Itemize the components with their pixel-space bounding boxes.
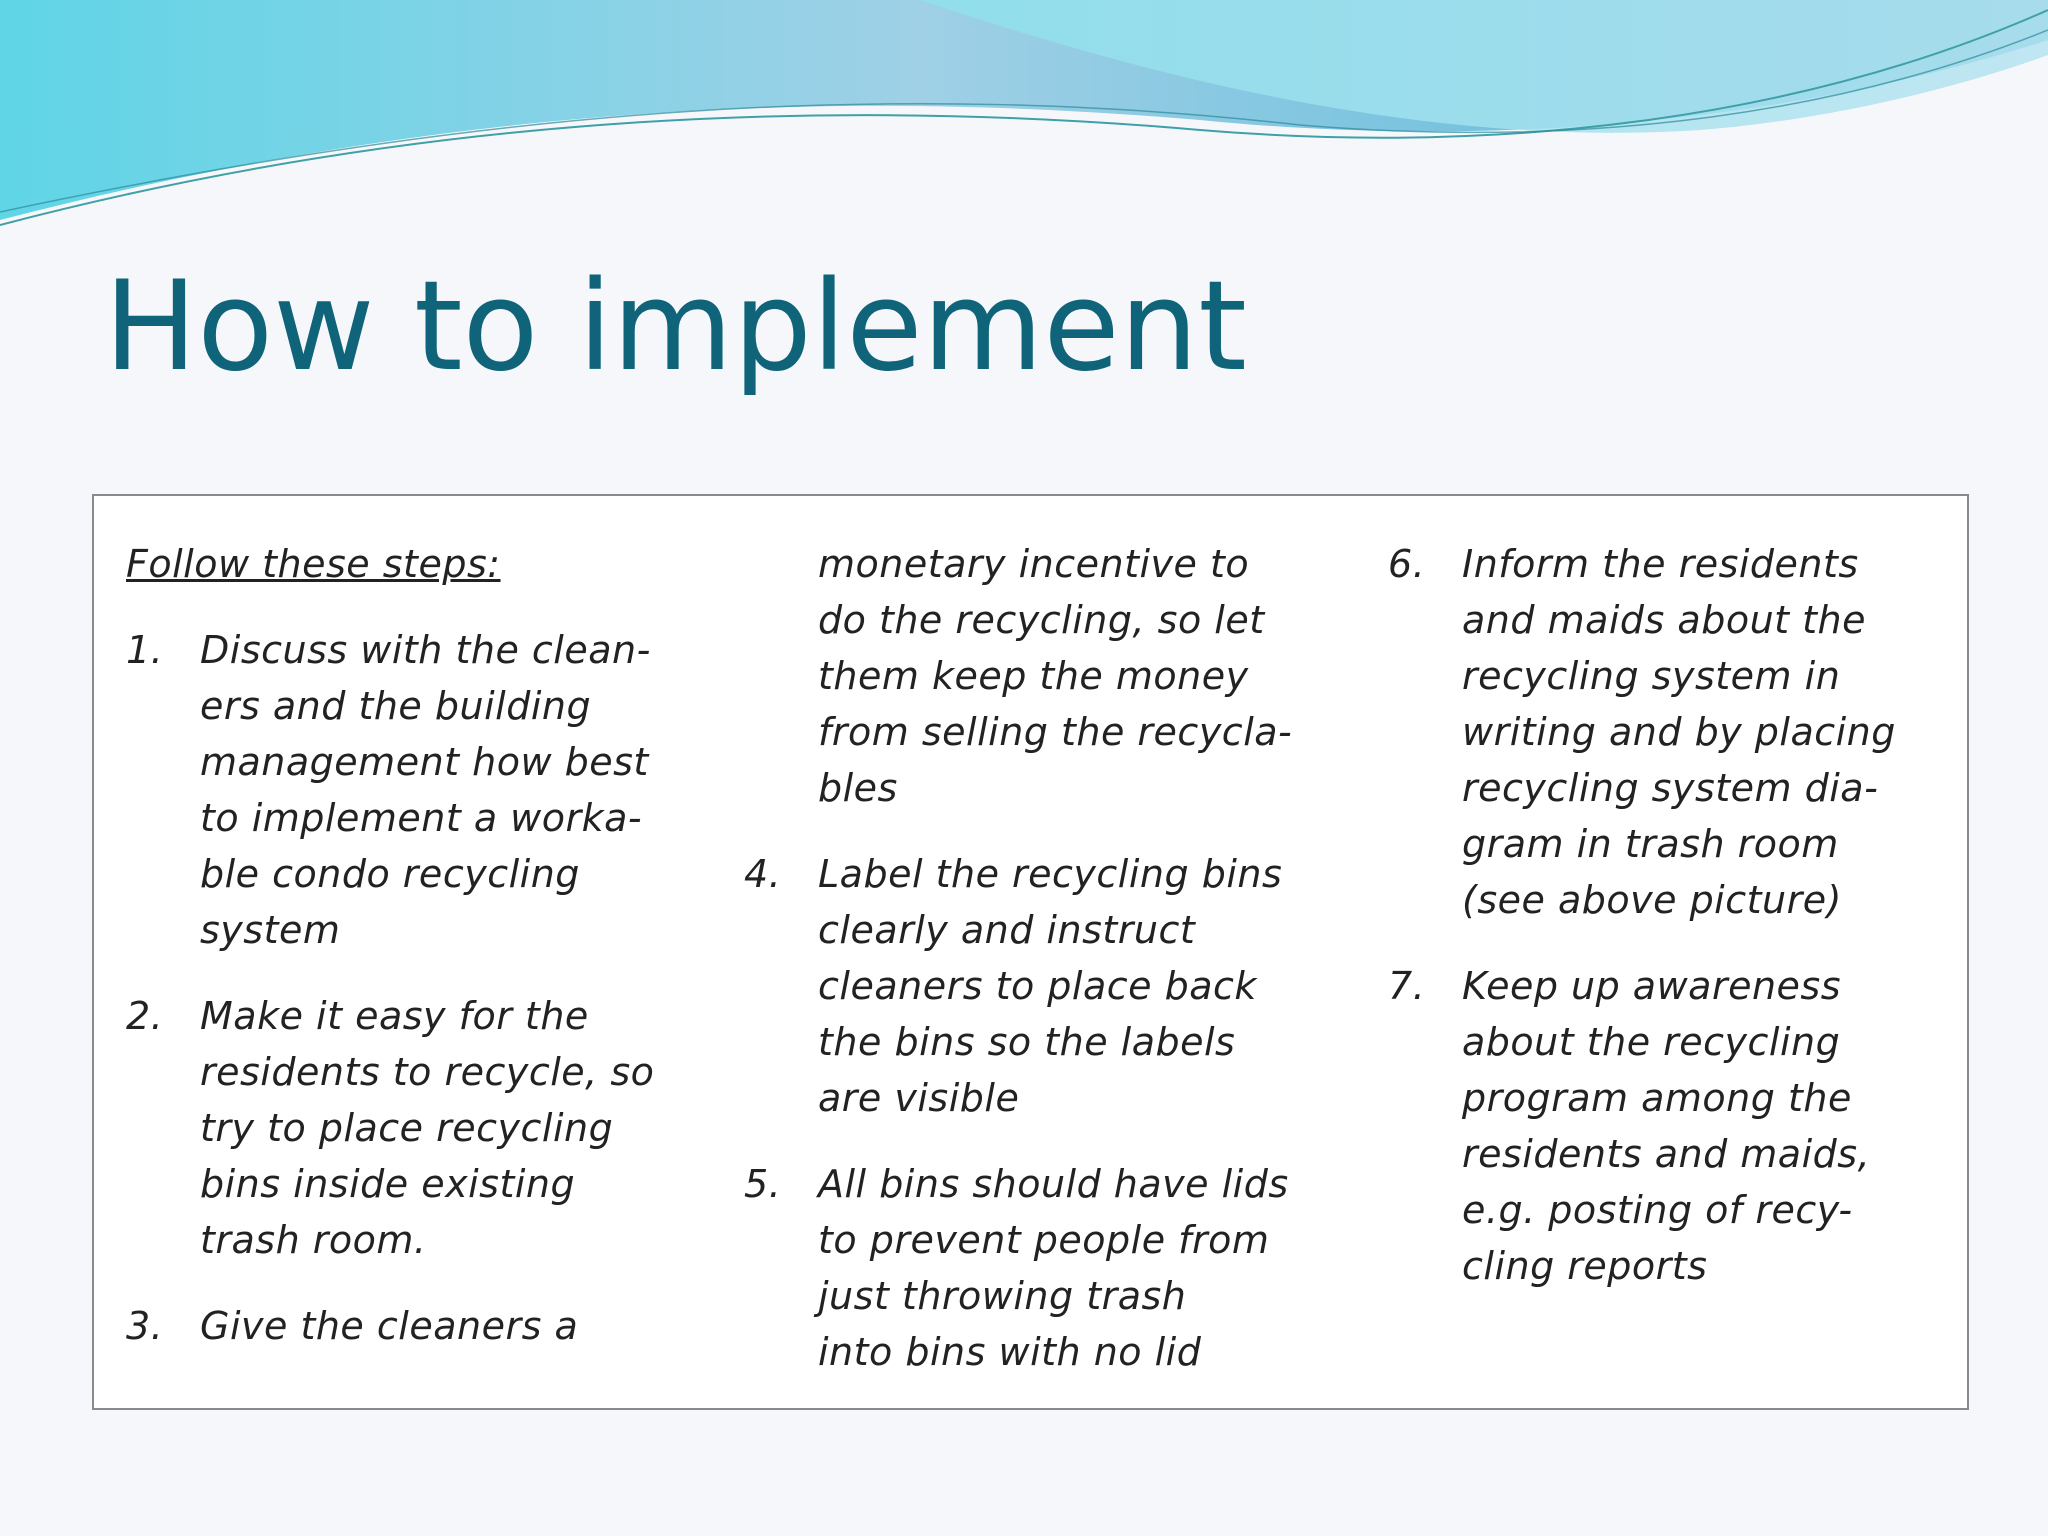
steps-column-1 bbox=[126, 536, 736, 1384]
steps-intro: Follow these steps: bbox=[126, 542, 501, 586]
step-number: 2. bbox=[126, 994, 164, 1038]
step-text: Keep up awareness about the recycling program among the residents and maids, e.g. posting of recy- cling reports bbox=[1462, 964, 1871, 1288]
step-item bbox=[126, 622, 736, 958]
step-number: 6. bbox=[1388, 542, 1426, 586]
step-text: Discuss with the clean- ers and the building management how best to implement a worka- ble condo recycling system bbox=[200, 628, 651, 952]
steps-column-3 bbox=[1388, 536, 1958, 1324]
step-item bbox=[744, 1156, 1404, 1380]
steps-column-2 bbox=[744, 536, 1404, 1410]
steps-box bbox=[92, 494, 1969, 1410]
step-text: Give the cleaners a bbox=[200, 1304, 579, 1348]
step-item bbox=[1388, 536, 1958, 928]
step-number: 4. bbox=[744, 852, 782, 896]
header-wave-decoration bbox=[0, 0, 2048, 240]
step-item bbox=[126, 1298, 736, 1354]
step-number: 5. bbox=[744, 1162, 782, 1206]
step-item bbox=[1388, 958, 1958, 1294]
step-text: Inform the residents and maids about the recycling system in writing and by placing recycling system dia- gram in trash room (see above picture) bbox=[1462, 542, 1896, 922]
step-item bbox=[744, 846, 1404, 1126]
step-3-continuation: monetary incentive to do the recycling, so let them keep the money from selling the recycla- bles bbox=[818, 542, 1293, 810]
step-text: All bins should have lids to prevent people from just throwing trash into bins with no lid bbox=[818, 1162, 1289, 1374]
step-item bbox=[126, 988, 736, 1268]
step-number: 1. bbox=[126, 628, 164, 672]
step-text: Make it easy for the residents to recycle, so try to place recycling bins inside existing trash room. bbox=[200, 994, 655, 1262]
step-number: 3. bbox=[126, 1304, 164, 1348]
slide-title: How to implement bbox=[104, 255, 1247, 399]
step-number: 7. bbox=[1388, 964, 1426, 1008]
step-text: Label the recycling bins clearly and instruct cleaners to place back the bins so the labels are visible bbox=[818, 852, 1283, 1120]
